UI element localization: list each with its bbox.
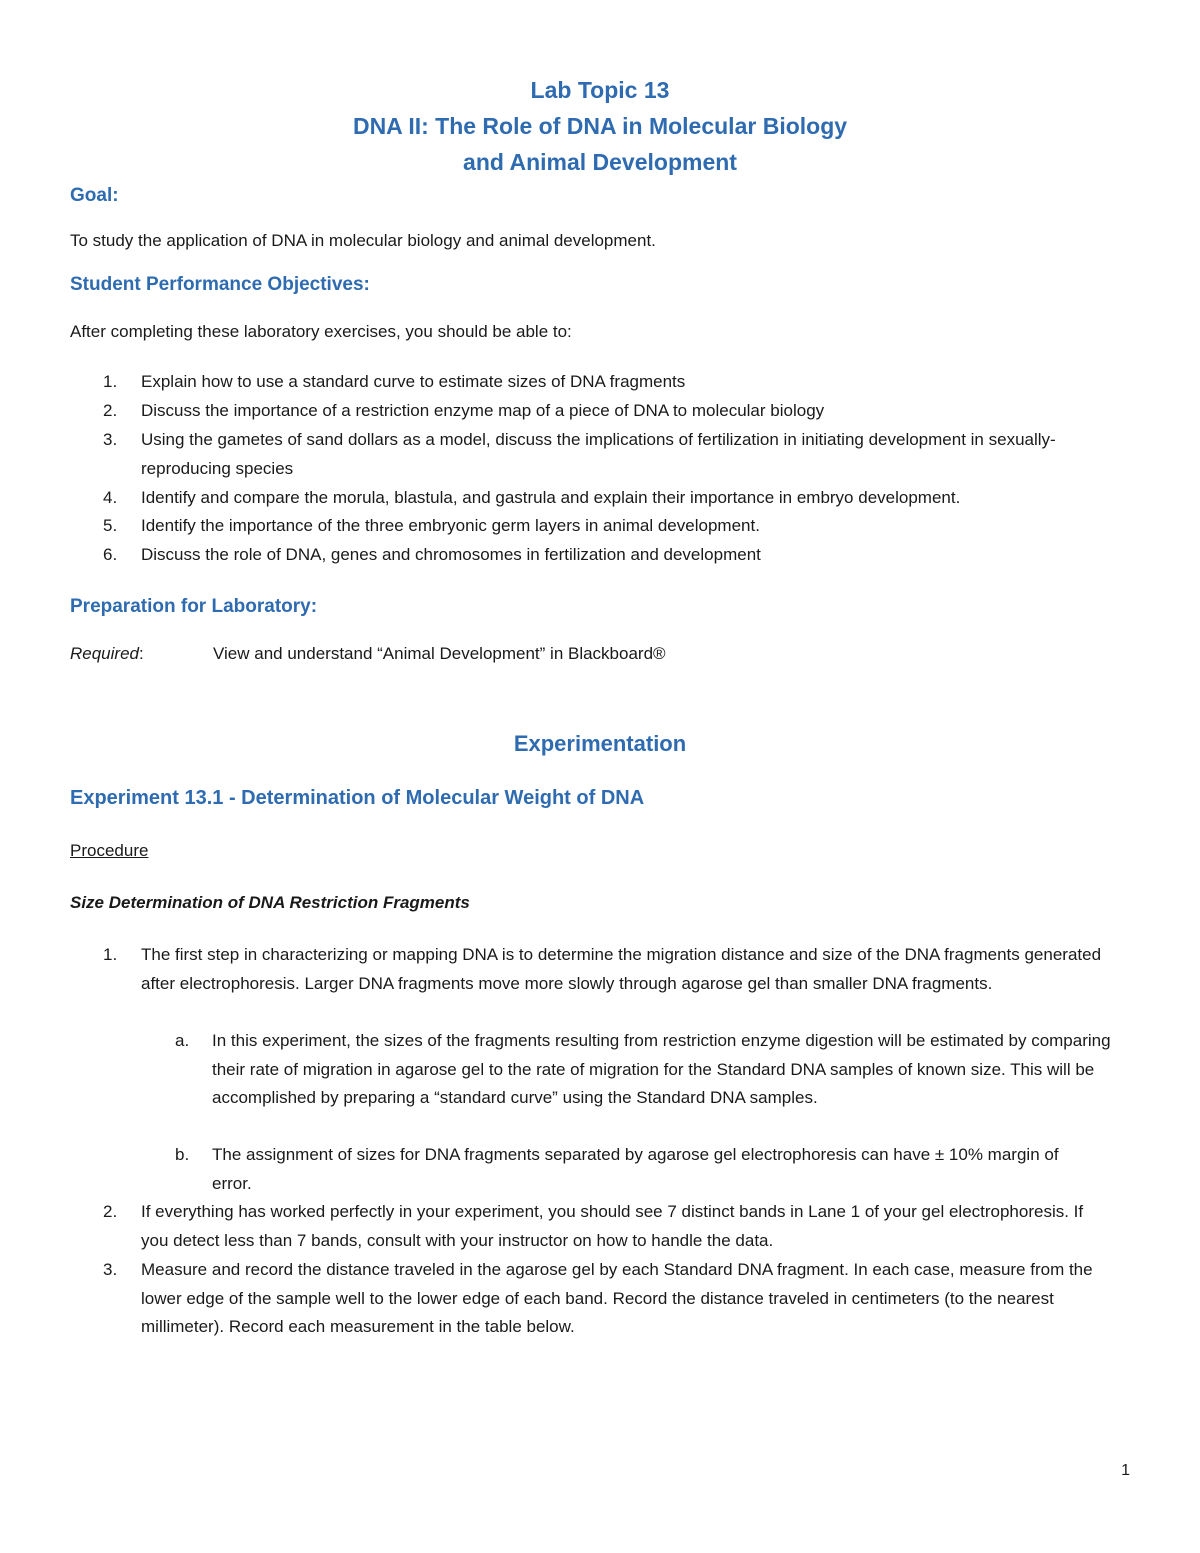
objectives-heading: Student Performance Objectives:: [70, 274, 370, 295]
required-label-wrap: [70, 642, 144, 666]
preparation-heading: Preparation for Laboratory:: [70, 596, 318, 617]
list-item-number: 1.: [103, 372, 118, 391]
step-number: 3.: [103, 1260, 118, 1279]
list-item-number: 5.: [103, 516, 118, 535]
document-title-line-2: DNA II: The Role of DNA in Molecular Biology: [352, 113, 848, 139]
list-item: If everything has worked perfectly in your experiment, you should see 7 distinct bands in Lane 1 of your gel electrophoresis. If you detect less than 7 bands, consult with your instructor on how to handle the data.: [141, 1202, 1084, 1250]
step-number: 1.: [103, 945, 118, 964]
list-item: The first step in characterizing or mapping DNA is to determine the migration distance and size of the DNA fragments generated after electrophoresis. Larger DNA fragments move more slowly through agarose gel than smaller DNA fragments.: [141, 945, 1102, 993]
experiment-heading: Experiment 13.1 - Determination of Molecular Weight of DNA: [70, 787, 645, 809]
list-item: The assignment of sizes for DNA fragments separated by agarose gel electrophoresis can have ± 10% margin of error.: [212, 1145, 1059, 1193]
list-item: Discuss the role of DNA, genes and chromosomes in fertilization and development: [141, 545, 761, 564]
required-colon: :: [139, 644, 144, 663]
required-text: View and understand “Animal Development” in Blackboard®: [213, 644, 666, 663]
experimentation-title: Experimentation: [513, 731, 687, 756]
list-item: Identify and compare the morula, blastula, and gastrula and explain their importance in embryo development.: [141, 488, 961, 507]
procedure-subheading: Size Determination of DNA Restriction Fragments: [70, 893, 470, 912]
list-item: Measure and record the distance traveled in the agarose gel by each Standard DNA fragment. In each case, measure from the lower edge of the sample well to the lower edge of each band. Record the distance traveled in centimeters (to the nearest millimeter). Record each measurement in the table below.: [141, 1260, 1093, 1337]
list-item-number: 2.: [103, 401, 118, 420]
substep-letter: b.: [175, 1145, 190, 1164]
list-item: Using the gametes of sand dollars as a model, discuss the implications of fertilization in initiating development in sexually-reproducing species: [141, 430, 1056, 478]
substep-letter: a.: [175, 1031, 190, 1050]
list-item-number: 6.: [103, 545, 118, 564]
list-item: Discuss the importance of a restriction enzyme map of a piece of DNA to molecular biology: [141, 401, 825, 420]
list-item: Explain how to use a standard curve to estimate sizes of DNA fragments: [141, 372, 686, 391]
list-item-number: 3.: [103, 430, 118, 449]
objectives-intro: After completing these laboratory exercises, you should be able to:: [70, 322, 572, 341]
list-item: Identify the importance of the three embryonic germ layers in animal development.: [141, 516, 760, 535]
step-number: 2.: [103, 1202, 118, 1221]
lab-topic-title: Lab Topic 13: [530, 77, 670, 103]
procedure-label: Procedure: [70, 841, 149, 860]
required-label: Required: [70, 644, 139, 663]
list-item: In this experiment, the sizes of the fragments resulting from restriction enzyme digestion will be estimated by comparing their rate of migration in agarose gel to the rate of migration for the Standard DNA samples of known size. This will be accomplished by preparing a “standard curve” using the Standard DNA samples.: [212, 1031, 1111, 1108]
goal-heading: Goal:: [70, 185, 119, 206]
list-item-number: 4.: [103, 488, 118, 507]
document-title-line-3: and Animal Development: [463, 149, 737, 175]
goal-text: To study the application of DNA in molecular biology and animal development.: [70, 231, 656, 250]
page-number: 1: [1121, 1462, 1130, 1479]
